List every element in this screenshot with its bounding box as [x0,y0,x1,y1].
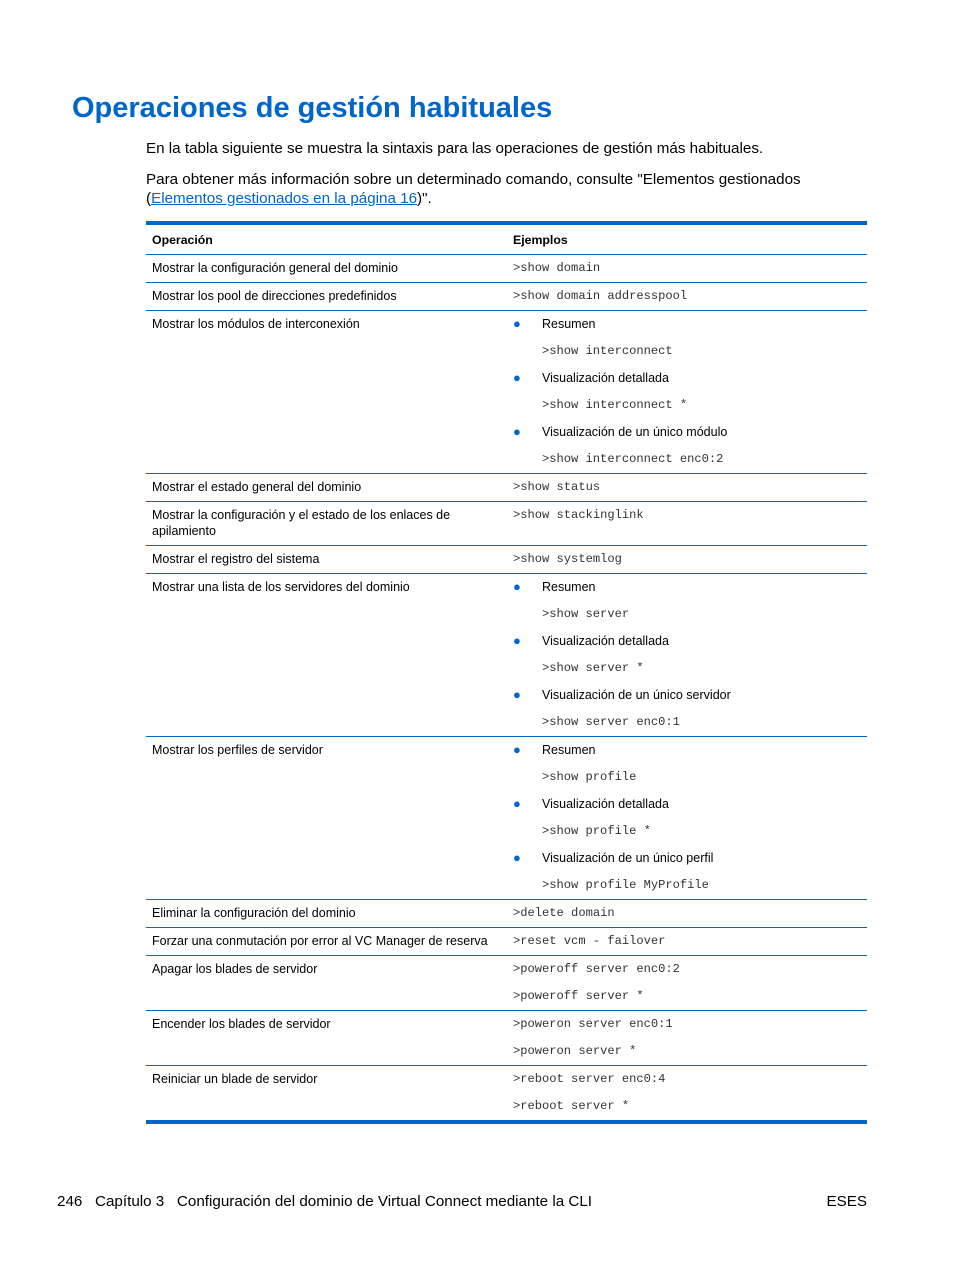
table-row [146,736,867,899]
reference-paragraph [146,170,866,208]
spacer [513,1087,861,1098]
table-row [146,1010,867,1065]
page-number: 246 [57,1193,83,1210]
operation-cell: Mostrar el registro del sistema [146,545,507,573]
bullet-item [513,370,861,386]
operation-cell: Reiniciar un blade de servidor [152,1071,318,1086]
operation-cell: Encender los blades de servidor [146,1010,507,1065]
bullet-label: Resumen [542,316,596,331]
operation-cell: Forzar una conmutación por error al VC Manager de reserva [146,927,507,955]
header-examples: Ejemplos [507,223,867,254]
command-example: >show server [542,606,630,621]
chapter-title: Configuración del dominio de Virtual Connect mediante la CLI [176,1193,593,1210]
command-example: >show interconnect enc0:2 [542,451,724,466]
bullet-icon: ● [513,632,521,648]
table-row [146,501,867,545]
examples-cell [507,1065,867,1122]
reference-text-before: Para obtener más información sobre un determinado comando, consulte "Elementos gestionados ( [146,171,801,207]
spacer [513,977,861,988]
page-title: Operaciones de gestión habituales [72,92,553,124]
bullet-label: Visualización de un único perfil [542,850,714,865]
bullet-icon: ● [513,423,521,439]
command-example: >show domain addresspool [513,288,688,303]
table-row [146,473,867,501]
examples-cell [507,927,867,955]
header-operation: Operación [146,223,507,254]
command-example: >show profile [542,769,637,784]
command-example: >delete domain [513,905,615,920]
examples-cell [507,899,867,927]
bullet-item [513,796,861,812]
command-example: >show systemlog [513,551,622,566]
table-row [146,545,867,573]
examples-cell [507,254,867,282]
bullet-item [513,633,861,649]
command-example: >poweron server enc0:1 [513,1016,673,1031]
footer-chapter-info [57,1192,592,1211]
bullet-label: Visualización detallada [542,370,669,385]
table-row [146,955,867,1010]
managed-elements-link[interactable]: Elementos gestionados en la página 16 [151,190,418,207]
operation-cell: Apagar los blades de servidor [146,955,507,1010]
command-example: >show profile MyProfile [542,877,709,892]
bullet-icon: ● [513,315,521,331]
examples-cell [507,310,867,473]
operation-cell: Mostrar el estado general del dominio [146,473,507,501]
examples-cell [507,282,867,310]
bullet-item [513,850,861,866]
command-example: >show server * [542,660,644,675]
bullet-icon: ● [513,795,521,811]
command-example: >show server enc0:1 [542,714,680,729]
command-example: >show interconnect [542,343,673,358]
bullet-icon: ● [513,849,521,865]
bullet-label: Visualización de un único módulo [542,424,728,439]
examples-cell [507,473,867,501]
table-row [146,1065,867,1122]
bullet-icon: ● [513,741,521,757]
reference-text-after: )". [417,190,432,207]
table-row [146,927,867,955]
table-row [146,573,867,736]
operations-table [146,221,867,1124]
command-example: >show status [513,479,601,494]
command-example: >show profile * [542,823,651,838]
command-example: >show stackinglink [513,507,644,522]
bullet-item [513,742,861,758]
bullet-icon: ● [513,578,521,594]
examples-cell [507,501,867,545]
table-row [146,254,867,282]
command-example: >poweroff server * [513,988,644,1003]
spacer [513,1032,861,1043]
command-example: >poweron server * [513,1043,637,1058]
command-example: >poweroff server enc0:2 [513,961,680,976]
bullet-icon: ● [513,369,521,385]
table-row [146,282,867,310]
operation-cell: Mostrar una lista de los servidores del dominio [146,573,507,736]
command-example: >show interconnect * [542,397,688,412]
bullet-label: Visualización de un único servidor [542,687,731,702]
bullet-item [513,579,861,595]
command-example: >reset vcm - failover [513,933,666,948]
bullet-label: Resumen [542,742,596,757]
intro-paragraph: En la tabla siguiente se muestra la sintaxis para las operaciones de gestión más habituales. [146,140,764,157]
chapter-label: Capítulo 3 [95,1193,165,1210]
bullet-item [513,687,861,703]
bullet-item [513,316,861,332]
bullet-label: Visualización detallada [542,796,669,811]
table-header-row [146,223,867,254]
table-row [146,310,867,473]
bullet-label: Visualización detallada [542,633,669,648]
examples-cell [507,955,867,1010]
bullet-item [513,424,861,440]
examples-cell [507,573,867,736]
command-example: >reboot server enc0:4 [513,1071,666,1086]
operation-cell: Eliminar la configuración del dominio [146,899,507,927]
bullet-label: Resumen [542,579,596,594]
command-example: >reboot server * [513,1098,630,1113]
examples-cell [507,736,867,899]
footer-locale: ESES [826,1193,867,1210]
operation-cell: Mostrar los módulos de interconexión [146,310,507,473]
table-row [146,899,867,927]
bullet-icon: ● [513,686,521,702]
operation-cell: Mostrar los pool de direcciones predefinidos [146,282,507,310]
operation-cell: Mostrar la configuración general del dominio [146,254,507,282]
operation-cell: Mostrar la configuración y el estado de los enlaces de apilamiento [146,501,507,545]
examples-cell [507,1010,867,1065]
examples-cell [507,545,867,573]
operation-cell: Mostrar los perfiles de servidor [146,736,507,899]
command-example: >show domain [513,260,601,275]
